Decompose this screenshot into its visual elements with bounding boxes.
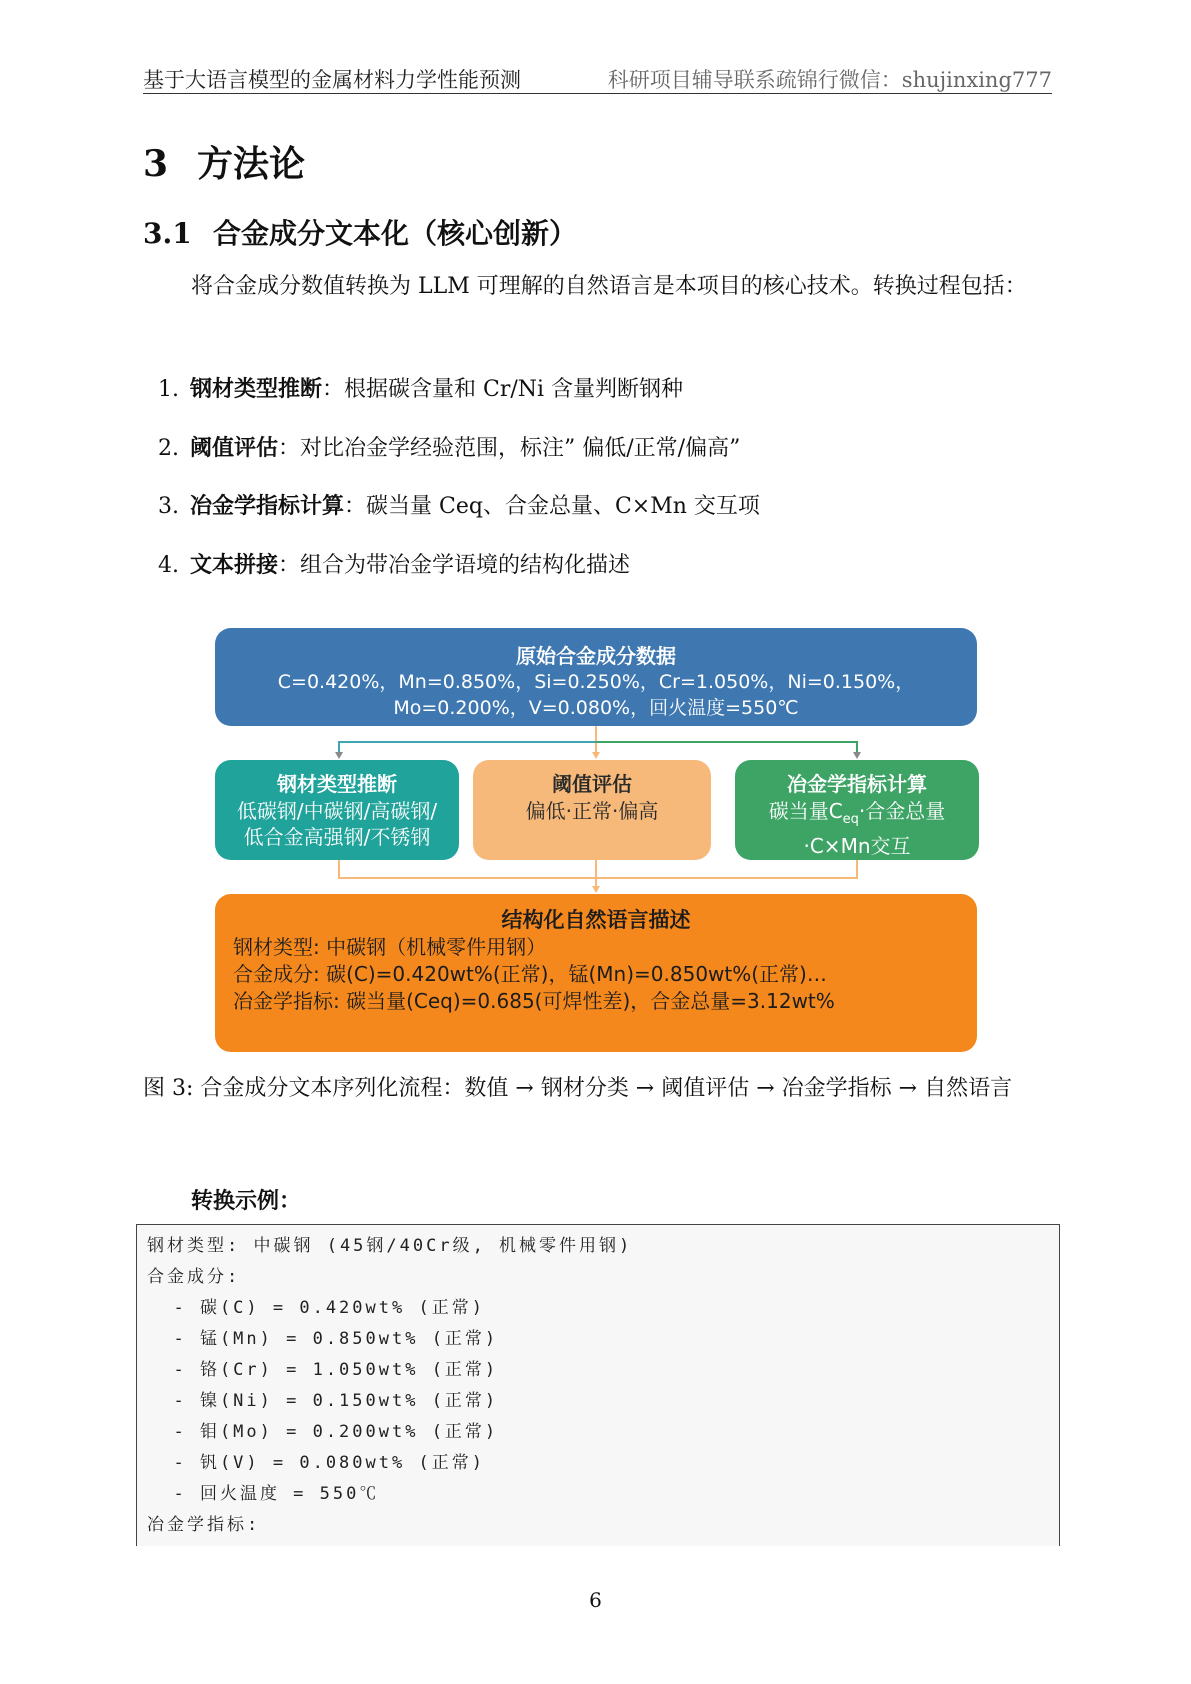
raw-data-box — [215, 628, 977, 726]
code-line: - 镍(Ni) = 0.150wt% (正常) — [147, 1391, 499, 1411]
step-number: 4. — [158, 553, 179, 578]
steel-type-box — [215, 760, 459, 860]
metric-line2: ·C×Mn交互 — [803, 834, 911, 858]
structured-desc-line1: 钢材类型: 中碳钢（机械零件用钢） — [233, 935, 547, 959]
arrowhead — [592, 886, 600, 893]
metric-line1 — [735, 798, 979, 833]
structured-desc-box — [215, 894, 977, 1052]
step-item — [158, 548, 630, 579]
connector-to-type — [339, 742, 596, 754]
arrowhead — [853, 752, 861, 759]
example-label: 转换示例： — [191, 1188, 302, 1214]
step-label: 冶金学指标计算 — [190, 493, 345, 519]
structured-desc-title: 结构化自然语言描述 — [501, 908, 691, 932]
step-number: 2. — [158, 436, 179, 461]
code-line: - 回火温度 = 550℃ — [147, 1484, 380, 1504]
arrowhead — [335, 752, 343, 759]
metric-total: ·合金总量 — [858, 799, 946, 823]
metric-ceq: 碳当量C — [768, 799, 843, 823]
step-label: 钢材类型推断 — [190, 376, 323, 402]
running-header — [143, 60, 1052, 94]
code-line: - 钒(V) = 0.080wt% (正常) — [147, 1453, 485, 1473]
step-label: 阈值评估 — [190, 435, 279, 461]
code-line: - 锰(Mn) = 0.850wt% (正常) — [147, 1329, 499, 1349]
intro-paragraph: 将合金成分数值转换为 LLM 可理解的自然语言是本项目的核心技术。转换过程包括： — [191, 274, 1027, 299]
step-item — [158, 431, 740, 462]
code-line: 冶金学指标: — [147, 1515, 261, 1535]
structured-desc-line2: 合金成分: 碳(C)=0.420wt%(正常)，锰(Mn)=0.850wt%(正常)… — [233, 962, 827, 986]
code-line: - 碳(C) = 0.420wt% (正常) — [147, 1298, 485, 1318]
metric-box — [735, 760, 979, 860]
metric-ceq-sub: eq — [842, 812, 859, 827]
section-number: 3 — [143, 143, 169, 185]
code-block — [136, 1224, 1060, 1546]
threshold-box — [473, 760, 711, 860]
arrowhead — [592, 752, 600, 759]
step-item — [158, 372, 683, 403]
threshold-title: 阈值评估 — [552, 772, 632, 796]
figure-caption: 图 3: 合金成分文本序列化流程：数值 → 钢材分类 → 阈值评估 → 冶金学指标 → 自然语言 — [143, 1076, 1013, 1101]
structured-desc-line3: 冶金学指标: 碳当量(Ceq)=0.685(可焊性差)，合金总量=3.12wt% — [233, 989, 835, 1013]
connector-merge — [339, 860, 857, 878]
step-text: ：对比冶金学经验范围，标注” 偏低/正常/偏高” — [278, 436, 741, 461]
code-line: 合金成分: — [147, 1267, 241, 1287]
metric-title: 冶金学指标计算 — [787, 772, 927, 796]
steel-type-title: 钢材类型推断 — [277, 772, 397, 796]
subsection-title: 合金成分文本化（核心创新） — [213, 217, 578, 250]
section-heading — [143, 136, 305, 187]
step-text: ：碳当量 Ceq、合金总量、C×Mn 交互项 — [344, 494, 760, 519]
raw-data-title: 原始合金成分数据 — [516, 644, 676, 668]
header-title: 基于大语言模型的金属材料力学性能预测 — [143, 68, 521, 92]
section-title: 方法论 — [197, 143, 306, 185]
header-contact: 科研项目辅导联系疏锦行微信：shujinxing777 — [607, 68, 1052, 92]
subsection-number: 3.1 — [143, 217, 192, 250]
raw-data-line1: C=0.420%，Mn=0.850%，Si=0.250%，Cr=1.050%，Ni=0.150%， — [277, 671, 915, 693]
connector-to-metric — [596, 742, 857, 754]
steel-type-line1: 低碳钢/中碳钢/高碳钢/ — [236, 799, 438, 823]
page-number: 6 — [589, 1588, 602, 1612]
step-text: ：根据碳含量和 Cr/Ni 含量判断钢种 — [322, 377, 684, 402]
step-item — [158, 489, 760, 520]
code-line: 钢材类型: 中碳钢 (45钢/40Cr级, 机械零件用钢) — [147, 1236, 633, 1256]
step-label: 文本拼接 — [190, 552, 279, 578]
steel-type-line2: 低合金高强钢/不锈钢 — [243, 825, 431, 849]
step-text: ：组合为带冶金学语境的结构化描述 — [278, 553, 631, 578]
threshold-line1: 偏低·正常·偏高 — [525, 799, 659, 823]
code-line: - 钼(Mo) = 0.200wt% (正常) — [147, 1422, 499, 1442]
flow-diagram — [211, 624, 981, 1056]
raw-data-line2: Mo=0.200%，V=0.080%，回火温度=550℃ — [393, 697, 799, 719]
code-line: - 铬(Cr) = 1.050wt% (正常) — [147, 1360, 499, 1380]
subsection-heading — [143, 212, 577, 252]
step-number: 1. — [158, 377, 179, 402]
step-number: 3. — [158, 494, 179, 519]
